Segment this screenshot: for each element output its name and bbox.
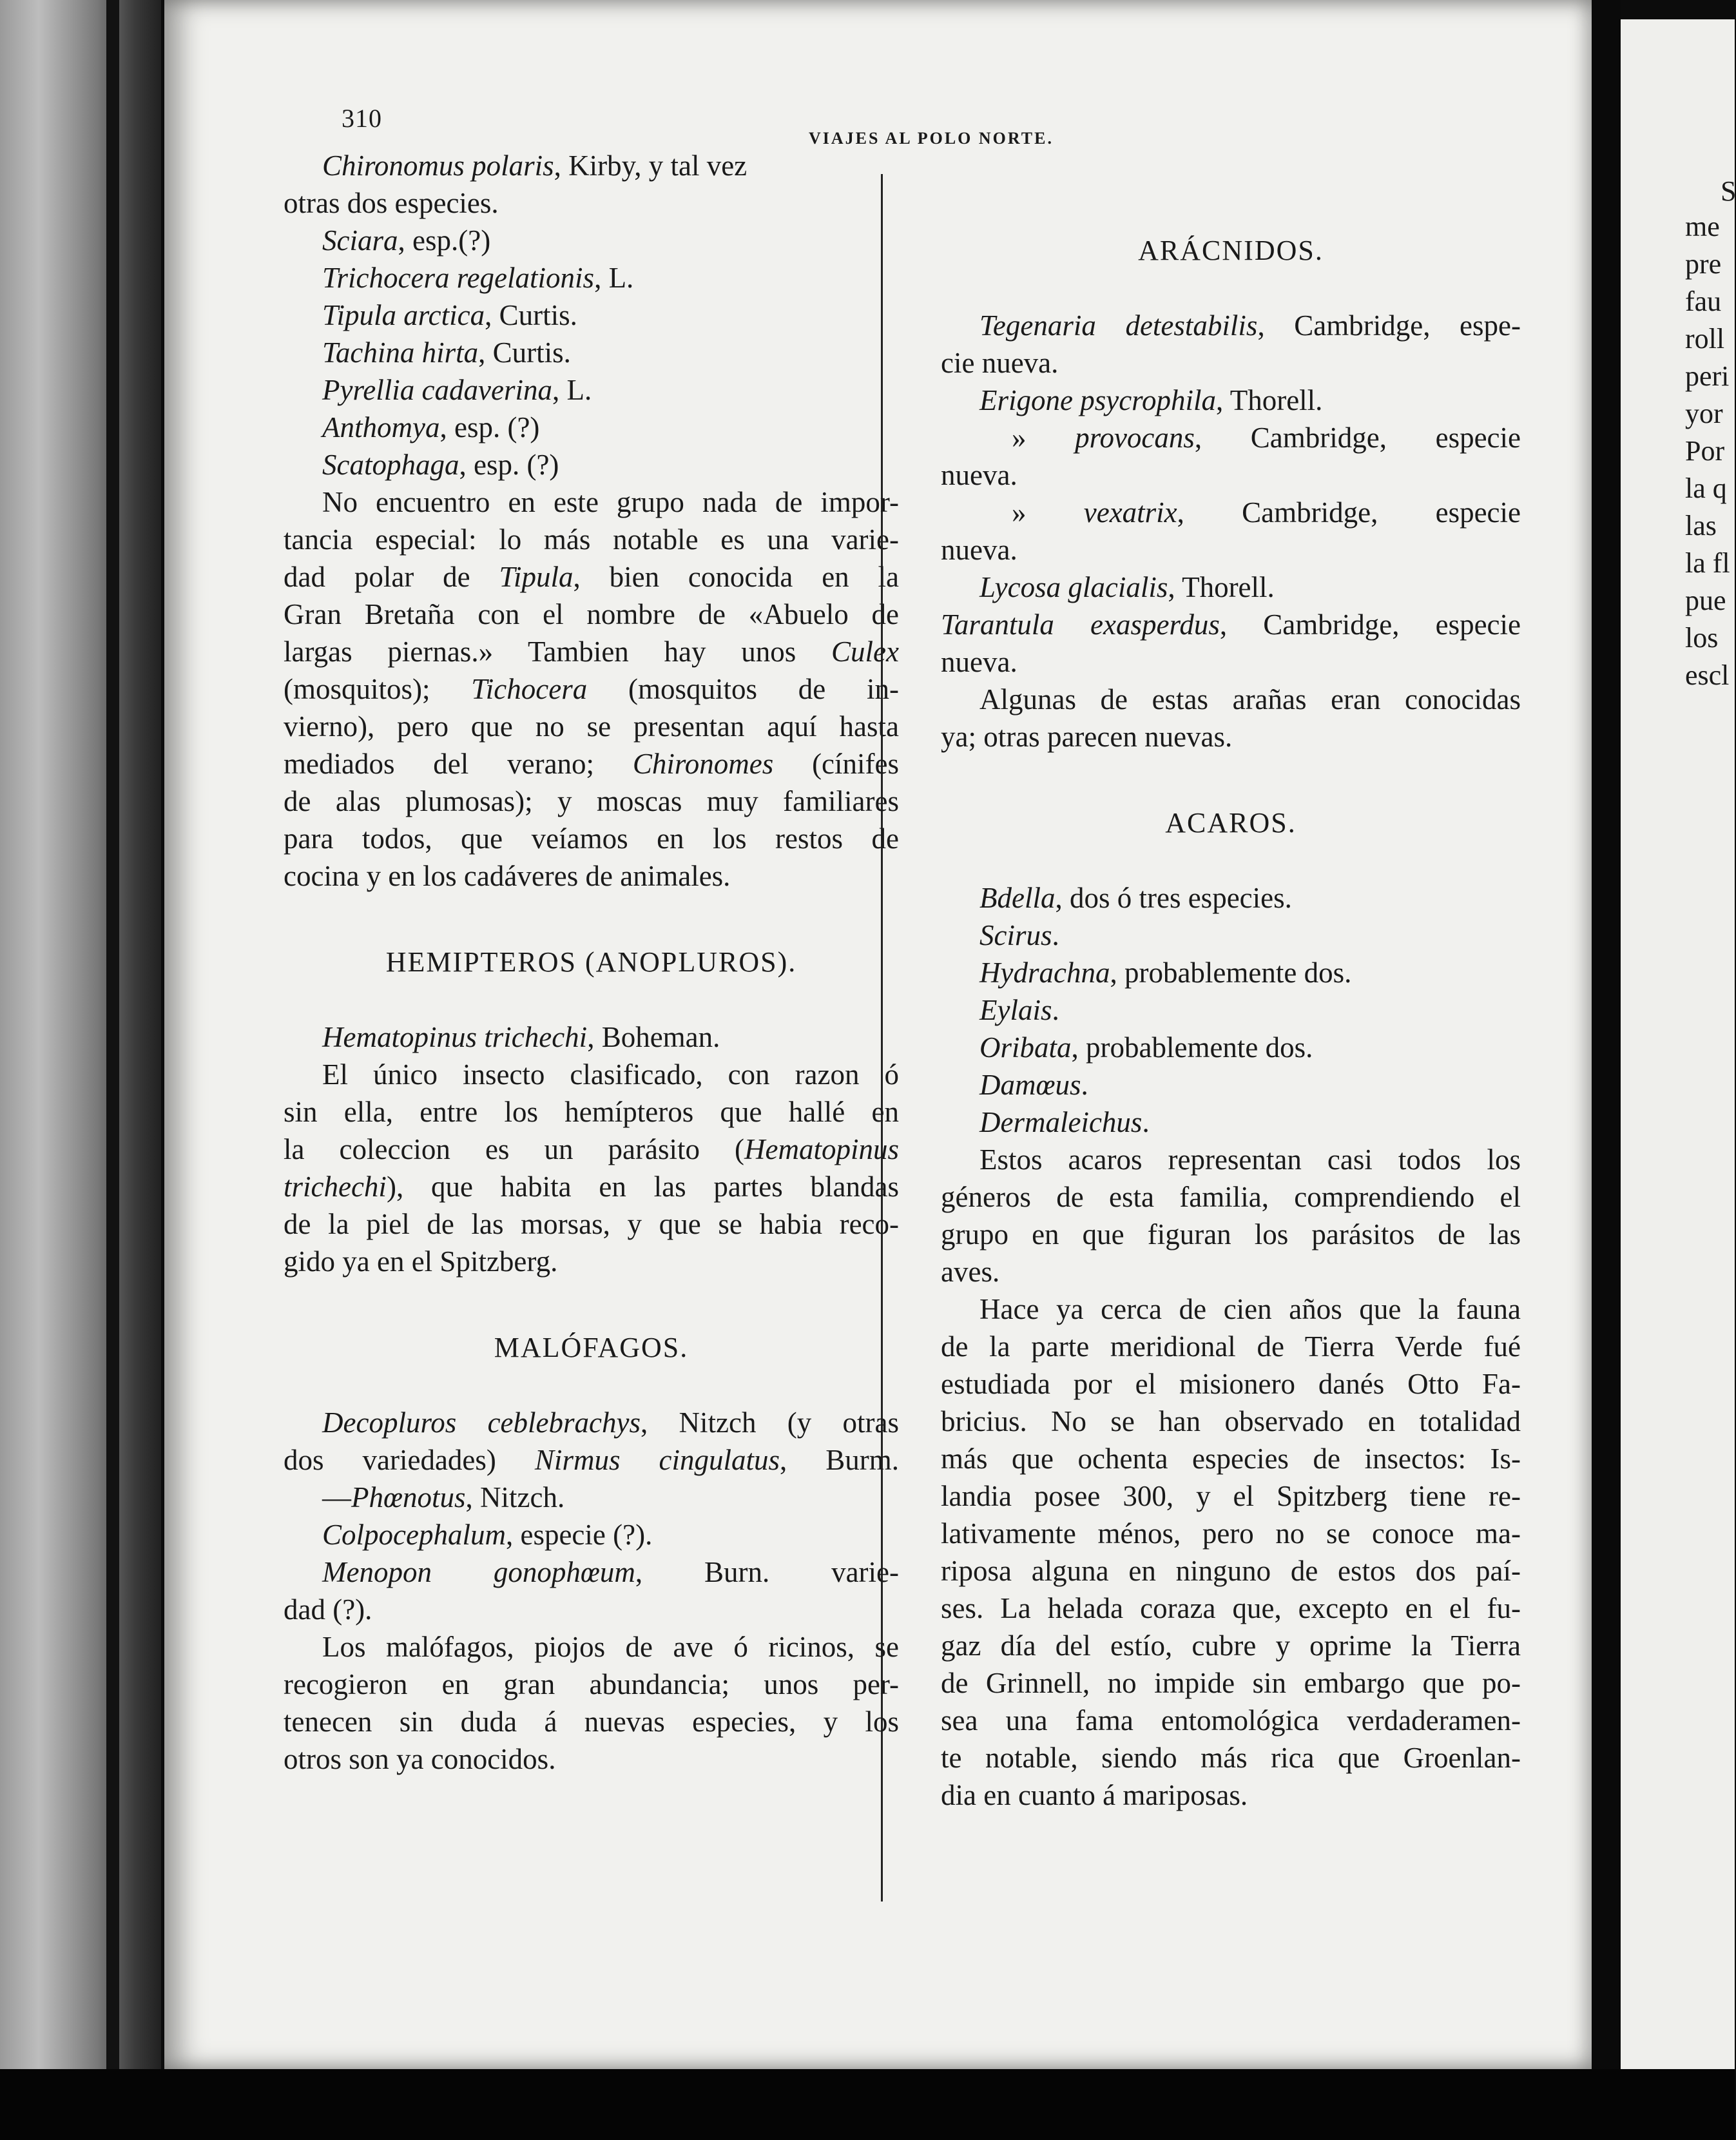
line-text: ), que habita en las partes blandas bbox=[386, 1171, 899, 1203]
species-entry bbox=[284, 147, 899, 184]
line-text: para todos, que veíamos en los restos de bbox=[284, 822, 899, 855]
species-authority: , L. bbox=[594, 262, 634, 294]
running-head: VIAJES AL POLO NORTE. bbox=[809, 129, 1054, 148]
species-entry bbox=[941, 344, 1521, 382]
paragraph-line bbox=[284, 483, 899, 521]
species-entry bbox=[941, 307, 1521, 344]
species-entry bbox=[284, 446, 899, 483]
line-text: ses. La helada coraza que, excepto en el fu- bbox=[941, 1592, 1521, 1624]
italic-text: Chironomes bbox=[632, 748, 774, 780]
paragraph-line bbox=[941, 1216, 1521, 1253]
species-entry bbox=[941, 879, 1521, 917]
paragraph-line bbox=[284, 1703, 899, 1740]
paragraph-line bbox=[941, 1477, 1521, 1515]
scan-bottom-edge bbox=[0, 2069, 1735, 2140]
paragraph-line bbox=[941, 1328, 1521, 1365]
italic-text: Decopluros ceblebrachys bbox=[322, 1406, 641, 1439]
paragraph-line bbox=[941, 1739, 1521, 1776]
adjacent-page-line: la fl bbox=[1685, 547, 1730, 579]
line-text: Gran Bretaña con el nombre de «Abuelo de bbox=[284, 598, 899, 630]
paragraph-line bbox=[941, 1552, 1521, 1590]
species-name: Chironomus polaris bbox=[322, 150, 554, 182]
italic-text: Colpocephalum bbox=[322, 1519, 506, 1551]
paragraph-line bbox=[284, 670, 899, 708]
line-text: , Burn. varie- bbox=[635, 1556, 899, 1588]
adjacent-page-line: Por bbox=[1685, 435, 1725, 467]
adjacent-page-line: pre bbox=[1685, 248, 1722, 280]
line-text: Hace ya cerca de cien años que la fauna bbox=[979, 1293, 1521, 1325]
paragraph-line bbox=[941, 1290, 1521, 1328]
paragraph-line bbox=[284, 1168, 899, 1205]
species-entry bbox=[284, 1404, 899, 1441]
italic-text: Hematopinus bbox=[744, 1133, 899, 1165]
adjacent-page-line: peri bbox=[1685, 360, 1730, 392]
species-entry bbox=[284, 259, 899, 297]
species-entry bbox=[284, 334, 899, 371]
left-column bbox=[284, 147, 899, 1778]
line-text: Los malófagos, piojos de ave ó ricinos, se bbox=[322, 1631, 899, 1663]
italic-text: trichechi bbox=[284, 1171, 387, 1203]
line-text: tenecen sin duda á nuevas especies, y los bbox=[284, 1706, 899, 1738]
right-column bbox=[941, 161, 1521, 1814]
species-entry bbox=[941, 1066, 1521, 1104]
line-text: , Cambridge, espe- bbox=[1257, 309, 1521, 342]
species-entry bbox=[284, 1479, 899, 1516]
paragraph-line bbox=[284, 857, 899, 895]
line-text: , probablemente dos. bbox=[1110, 957, 1352, 989]
italic-text: Eylais bbox=[979, 994, 1052, 1026]
paragraph-line bbox=[284, 1056, 899, 1093]
species-authority: , Kirby, y tal vez bbox=[554, 150, 747, 182]
species-entry bbox=[284, 409, 899, 446]
line-text: largas piernas.» Tambien hay unos bbox=[284, 636, 832, 668]
line-text: grupo en que figuran los parásitos de las bbox=[941, 1218, 1521, 1250]
species-authority: otras dos especies. bbox=[284, 187, 499, 219]
paragraph-line bbox=[941, 1515, 1521, 1552]
final-paragraph bbox=[941, 1290, 1521, 1814]
line-text: de la piel de las morsas, y que se habia reco- bbox=[284, 1208, 899, 1240]
adjacent-page-line: yor bbox=[1685, 398, 1723, 429]
species-authority: , Curtis. bbox=[485, 299, 577, 331]
line-text: El único insecto clasificado, con razon ó bbox=[322, 1058, 899, 1091]
paragraph-line bbox=[284, 1740, 899, 1778]
species-entry bbox=[941, 1104, 1521, 1141]
species-entry bbox=[941, 991, 1521, 1029]
line-text: nueva. bbox=[941, 534, 1017, 566]
malofagos-paragraph bbox=[284, 1628, 899, 1778]
species-authority: , esp.(?) bbox=[398, 224, 491, 257]
line-text: vierno), pero que no se presentan aquí hasta bbox=[284, 710, 899, 743]
italic-text: vexatrix bbox=[1083, 496, 1177, 529]
italic-text: Nirmus cingulatus bbox=[534, 1444, 780, 1476]
line-text: , probablemente dos. bbox=[1071, 1031, 1313, 1064]
paragraph-line bbox=[284, 1093, 899, 1131]
acaros-paragraph bbox=[941, 1141, 1521, 1290]
species-authority: , L. bbox=[552, 374, 592, 406]
line-text: » bbox=[1012, 422, 1075, 454]
line-text: géneros de esta familia, comprendiendo el bbox=[941, 1181, 1521, 1213]
species-entry bbox=[284, 222, 899, 259]
italic-text: Bdella bbox=[979, 882, 1056, 914]
line-text: , Cambridge, especie bbox=[1219, 608, 1521, 641]
italic-text: provocans bbox=[1075, 422, 1195, 454]
acaros-heading: ACAROS. bbox=[1165, 807, 1297, 839]
paragraph-line bbox=[284, 521, 899, 558]
line-text: , especie (?). bbox=[505, 1519, 653, 1551]
paragraph-line bbox=[284, 1666, 899, 1703]
species-name: Tipula arctica bbox=[322, 299, 485, 331]
line-text: más que ochenta especies de insectos: Is- bbox=[941, 1443, 1521, 1475]
paragraph-line bbox=[941, 1590, 1521, 1627]
line-text: . bbox=[1052, 919, 1059, 951]
paragraph-line bbox=[284, 1628, 899, 1666]
aracnidos-paragraph bbox=[941, 681, 1521, 755]
line-text: te notable, siendo más rica que Groenlan- bbox=[941, 1742, 1521, 1774]
line-text: otros son ya conocidos. bbox=[284, 1743, 556, 1775]
line-text: la coleccion es un parásito ( bbox=[284, 1133, 744, 1165]
adjacent-page-line: S bbox=[1721, 175, 1736, 207]
species-entry bbox=[941, 954, 1521, 991]
line-text: de la parte meridional de Tierra Verde fué bbox=[941, 1330, 1521, 1363]
line-text: , Thorell. bbox=[1168, 571, 1275, 603]
paragraph-line bbox=[284, 558, 899, 596]
page-gutter bbox=[1592, 0, 1621, 2069]
species-authority: , esp. (?) bbox=[439, 411, 540, 443]
line-text: de Grinnell, no impide sin embargo que po- bbox=[941, 1667, 1521, 1699]
paragraph-line bbox=[284, 1205, 899, 1243]
line-text: sin ella, entre los hemípteros que hallé en bbox=[284, 1096, 899, 1128]
paragraph-line bbox=[941, 1141, 1521, 1178]
italic-text: Erigone psycrophila bbox=[979, 384, 1217, 416]
italic-text: Culex bbox=[831, 636, 899, 668]
species-name: Anthomya bbox=[322, 411, 440, 443]
line-text: cocina y en los cadáveres de animales. bbox=[284, 860, 731, 892]
book-binding bbox=[0, 0, 161, 2140]
line-text: mediados del verano; bbox=[284, 748, 633, 780]
paragraph-line bbox=[941, 1627, 1521, 1664]
species-entry bbox=[941, 456, 1521, 494]
paragraph-line bbox=[941, 1702, 1521, 1739]
paragraph-line bbox=[941, 1403, 1521, 1440]
species-authority: , Boheman. bbox=[587, 1021, 720, 1053]
paragraph-line bbox=[284, 1131, 899, 1168]
species-name: Sciara bbox=[322, 224, 398, 257]
species-entry bbox=[941, 494, 1521, 531]
line-text: tancia especial: lo más notable es una varie- bbox=[284, 523, 899, 556]
paragraph-line bbox=[284, 820, 899, 857]
adjacent-page-line: pue bbox=[1685, 585, 1726, 616]
species-authority: , Curtis. bbox=[478, 336, 571, 369]
line-text: cie nueva. bbox=[941, 347, 1059, 379]
species-entry bbox=[284, 297, 899, 334]
species-entry bbox=[284, 1553, 899, 1591]
line-text: dos variedades) bbox=[284, 1444, 535, 1476]
line-text: » bbox=[1012, 496, 1084, 529]
adjacent-page-line: fau bbox=[1685, 286, 1722, 317]
adjacent-page-line: roll bbox=[1685, 323, 1725, 355]
aracnidos-heading: ARÁCNIDOS. bbox=[1138, 235, 1324, 266]
species-entry bbox=[941, 382, 1521, 419]
italic-text: Tipula bbox=[499, 561, 574, 593]
line-text: riposa alguna en ninguno de estos dos paí- bbox=[941, 1555, 1521, 1587]
paragraph-line bbox=[941, 718, 1521, 755]
line-text: sea una fama entomológica verdaderamen- bbox=[941, 1704, 1521, 1736]
italic-text: Scirus bbox=[979, 919, 1052, 951]
line-text: , Burm. bbox=[779, 1444, 899, 1476]
species-entry bbox=[941, 531, 1521, 569]
paragraph-line bbox=[284, 633, 899, 670]
line-text: , Thorell. bbox=[1216, 384, 1323, 416]
paragraph-line bbox=[284, 1243, 899, 1280]
italic-text: Tarantula exasperdus bbox=[941, 608, 1220, 641]
line-text: nueva. bbox=[941, 646, 1017, 678]
italic-text: Tichocera bbox=[471, 673, 588, 705]
italic-text: Menopon gonophœum bbox=[322, 1556, 635, 1588]
malofagos-species-list bbox=[284, 1404, 899, 1628]
paragraph-line bbox=[941, 1253, 1521, 1290]
italic-text: Oribata bbox=[979, 1031, 1072, 1064]
species-entry bbox=[284, 184, 899, 222]
malofagos-heading: MALÓFAGOS. bbox=[494, 1332, 689, 1363]
paragraph-line bbox=[941, 681, 1521, 718]
species-entry bbox=[941, 419, 1521, 456]
species-name: Scatophaga bbox=[322, 449, 459, 481]
species-name: Pyrellia cadaverina bbox=[322, 374, 552, 406]
line-text: dia en cuanto á mariposas. bbox=[941, 1779, 1248, 1811]
paragraph-line bbox=[941, 1664, 1521, 1702]
diptera-species-list bbox=[284, 147, 899, 483]
line-text: dad (?). bbox=[284, 1593, 372, 1626]
species-entry bbox=[941, 606, 1521, 643]
species-authority: , esp. (?) bbox=[459, 449, 559, 481]
species-entry bbox=[284, 1591, 899, 1628]
species-name: Trichocera regelationis bbox=[322, 262, 595, 294]
paragraph-line bbox=[941, 1440, 1521, 1477]
aracnidos-species-list bbox=[941, 307, 1521, 681]
line-text: lativamente ménos, pero no se conoce ma- bbox=[941, 1517, 1521, 1550]
line-text: gaz día del estío, cubre y oprime la Tierra bbox=[941, 1629, 1521, 1662]
line-text: , Nitzch (y otras bbox=[640, 1406, 899, 1439]
italic-text: Hydrachna bbox=[979, 957, 1110, 989]
species-entry bbox=[941, 643, 1521, 681]
line-text: nueva. bbox=[941, 459, 1017, 491]
italic-text: Dermaleichus bbox=[979, 1106, 1143, 1138]
line-text: , dos ó tres especies. bbox=[1055, 882, 1292, 914]
line-text: (mosquitos de in- bbox=[587, 673, 899, 705]
line-text: No encuentro en este grupo nada de impor- bbox=[322, 486, 899, 518]
adjacent-page-line: escl bbox=[1685, 659, 1730, 691]
line-text: de alas plumosas); y moscas muy familiares bbox=[284, 785, 899, 817]
line-text: , Nitzch. bbox=[465, 1481, 565, 1513]
italic-text: Phœnotus bbox=[351, 1481, 466, 1513]
line-text: , bien conocida en la bbox=[573, 561, 899, 593]
species-entry bbox=[284, 1516, 899, 1553]
adjacent-page-line: me bbox=[1685, 211, 1720, 242]
paragraph-line bbox=[941, 1178, 1521, 1216]
paragraph-line bbox=[284, 596, 899, 633]
line-text: (mosquitos); bbox=[284, 673, 472, 705]
line-text: Algunas de estas arañas eran conocidas bbox=[979, 683, 1521, 715]
species-entry bbox=[941, 1029, 1521, 1066]
line-text: estudiada por el misionero danés Otto Fa- bbox=[941, 1368, 1521, 1400]
italic-text: Damœus bbox=[979, 1069, 1081, 1101]
adjacent-page-line: las bbox=[1685, 510, 1717, 541]
species-name: Hematopinus trichechi bbox=[322, 1021, 588, 1053]
hemipteros-species bbox=[284, 1018, 899, 1056]
paragraph-line bbox=[284, 783, 899, 820]
line-text: (cínifes bbox=[773, 748, 900, 780]
paragraph-line bbox=[284, 745, 899, 783]
hemipteros-heading: HEMIPTEROS (ANOPLUROS). bbox=[385, 946, 797, 978]
line-text: . bbox=[1052, 994, 1059, 1026]
line-text: gido ya en el Spitzberg. bbox=[284, 1245, 558, 1278]
italic-text: Lycosa glacialis bbox=[979, 571, 1168, 603]
acaros-species-list bbox=[941, 879, 1521, 1141]
species-entry bbox=[941, 569, 1521, 606]
line-text: recogieron en gran abundancia; unos per- bbox=[284, 1668, 899, 1700]
species-entry bbox=[941, 917, 1521, 954]
line-text: bricius. No se han observado en totalidad bbox=[941, 1405, 1521, 1437]
species-entry bbox=[284, 1441, 899, 1479]
line-text: ya; otras parecen nuevas. bbox=[941, 721, 1233, 753]
species-name: Tachina hirta bbox=[322, 336, 479, 369]
line-text: . bbox=[1081, 1069, 1088, 1101]
adjacent-page-line: la q bbox=[1685, 472, 1727, 504]
line-text: , Cambridge, especie bbox=[1177, 496, 1521, 529]
species-entry bbox=[284, 371, 899, 409]
italic-text: Tegenaria detestabilis bbox=[979, 309, 1258, 342]
adjacent-page-fragment bbox=[1621, 19, 1735, 2069]
line-text: Estos acaros representan casi todos los bbox=[979, 1143, 1521, 1176]
line-text: aves. bbox=[941, 1256, 1000, 1288]
paragraph-line bbox=[941, 1776, 1521, 1814]
paragraph-line bbox=[284, 708, 899, 745]
diptera-paragraph bbox=[284, 483, 899, 895]
paragraph-line bbox=[941, 1365, 1521, 1403]
line-text: — bbox=[322, 1481, 351, 1513]
line-text: , Cambridge, especie bbox=[1194, 422, 1521, 454]
line-text: dad polar de bbox=[284, 561, 499, 593]
adjacent-page-line: los bbox=[1685, 622, 1719, 654]
line-text: landia posee 300, y el Spitzberg tiene re- bbox=[941, 1480, 1521, 1512]
hemipteros-paragraph bbox=[284, 1056, 899, 1280]
page-number: 310 bbox=[342, 104, 382, 133]
line-text: . bbox=[1142, 1106, 1150, 1138]
